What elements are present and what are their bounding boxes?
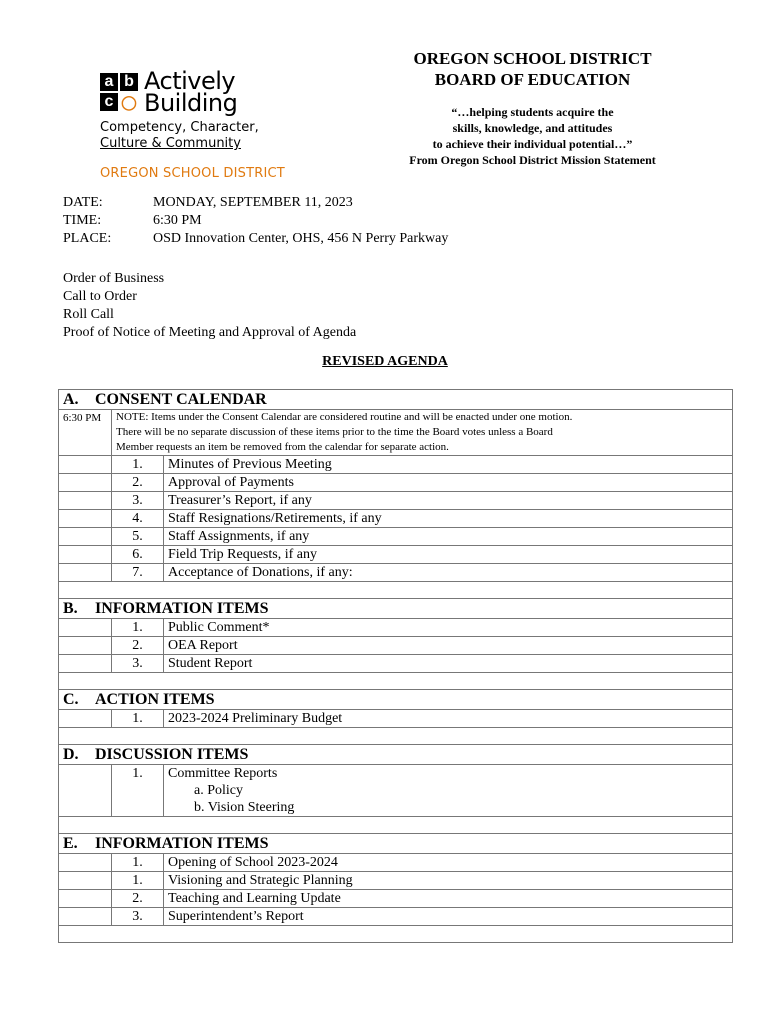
logo-block-c: c	[100, 93, 118, 111]
spacer-row	[59, 926, 733, 943]
agenda-item	[59, 854, 733, 872]
item-text: Treasurer’s Report, if any	[164, 492, 733, 510]
spacer-row	[59, 817, 733, 834]
quote-source: From Oregon School District Mission Statement	[409, 153, 656, 167]
agenda-item	[59, 528, 733, 546]
item-number: 1.	[112, 854, 164, 872]
agenda-item	[59, 655, 733, 673]
time-label: TIME:	[63, 213, 102, 228]
agenda-item	[59, 564, 733, 582]
item-text: Staff Assignments, if any	[164, 528, 733, 546]
item-text: Field Trip Requests, if any	[164, 546, 733, 564]
agenda-item	[59, 637, 733, 655]
agenda-item	[59, 546, 733, 564]
section-title: DISCUSSION ITEMS	[95, 746, 249, 763]
mission-quote	[355, 104, 710, 168]
date-label: DATE:	[63, 195, 103, 210]
note-line: Member requests an item be removed from the calendar for separate action.	[116, 441, 449, 453]
item-number: 1.	[112, 456, 164, 474]
item-number: 7.	[112, 564, 164, 582]
spacer-row	[59, 673, 733, 690]
item-number: 1.	[112, 710, 164, 728]
item-text: Committee Reports	[168, 766, 278, 781]
section-letter: D.	[63, 746, 79, 763]
order-item: Proof of Notice of Meeting and Approval of Agenda	[63, 325, 357, 340]
agenda-header	[355, 48, 710, 168]
place-value: OSD Innovation Center, OHS, 456 N Perry Parkway	[153, 231, 449, 246]
item-number: 2.	[112, 474, 164, 492]
agenda-item	[59, 872, 733, 890]
item-text: Superintendent’s Report	[164, 908, 733, 926]
agenda-item	[59, 710, 733, 728]
order-item: Roll Call	[63, 307, 114, 322]
abc-blocks	[100, 73, 138, 111]
item-number: 6.	[112, 546, 164, 564]
section-heading	[59, 599, 733, 619]
item-text: 2023-2024 Preliminary Budget	[164, 710, 733, 728]
header-title-1: OREGON SCHOOL DISTRICT	[413, 49, 652, 68]
section-heading	[59, 745, 733, 765]
section-heading	[59, 834, 733, 854]
date-value: MONDAY, SEPTEMBER 11, 2023	[153, 195, 353, 210]
consent-note	[112, 410, 733, 456]
agenda-item	[59, 510, 733, 528]
agenda-table	[58, 389, 733, 943]
quote-line: to achieve their individual potential…”	[432, 137, 633, 151]
logo-tagline-2: Culture & Community	[100, 136, 241, 151]
sub-item: b. Vision Steering	[194, 800, 295, 815]
section-letter: E.	[63, 835, 78, 852]
time-value: 6:30 PM	[153, 213, 202, 228]
header-title-2: BOARD OF EDUCATION	[434, 70, 631, 89]
item-number: 3.	[112, 908, 164, 926]
item-text: Visioning and Strategic Planning	[164, 872, 733, 890]
agenda-item	[59, 908, 733, 926]
item-text: Approval of Payments	[164, 474, 733, 492]
section-letter: C.	[63, 691, 79, 708]
spacer-row	[59, 728, 733, 745]
item-number: 3.	[112, 492, 164, 510]
quote-line: “…helping students acquire the	[451, 105, 614, 119]
apple-icon: ◯	[121, 94, 137, 110]
meeting-details	[63, 194, 448, 248]
item-number: 2.	[112, 890, 164, 908]
item-text: Opening of School 2023-2024	[164, 854, 733, 872]
logo-line-building: Building	[144, 89, 238, 117]
logo-block-a: a	[100, 73, 118, 91]
item-text: Student Report	[164, 655, 733, 673]
sub-item: a. Policy	[194, 783, 243, 798]
section-heading	[59, 690, 733, 710]
agenda-item	[59, 890, 733, 908]
agenda-item	[59, 456, 733, 474]
logo-block-b: b	[120, 73, 138, 91]
item-text: Public Comment*	[164, 619, 733, 637]
consent-note-row	[59, 410, 733, 456]
item-text: Acceptance of Donations, if any:	[164, 564, 733, 582]
logo-line-actively: Actively	[144, 67, 236, 95]
item-number: 3.	[112, 655, 164, 673]
item-number: 1.	[112, 872, 164, 890]
item-text-with-subitems	[164, 765, 733, 817]
order-item: Order of Business	[63, 271, 165, 286]
order-of-business	[63, 270, 356, 342]
agenda-item	[59, 619, 733, 637]
item-text: Teaching and Learning Update	[164, 890, 733, 908]
quote-line: skills, knowledge, and attitudes	[452, 121, 613, 135]
item-number: 1.	[112, 619, 164, 637]
note-line: NOTE: Items under the Consent Calendar are considered routine and will be enacted under one motion.	[116, 411, 573, 423]
spacer-row	[59, 582, 733, 599]
agenda-item	[59, 492, 733, 510]
logo-district-name: OREGON SCHOOL DISTRICT	[100, 166, 285, 181]
section-time: 6:30 PM	[59, 410, 112, 456]
section-title: INFORMATION ITEMS	[95, 835, 269, 852]
agenda-item	[59, 765, 733, 817]
item-text: Staff Resignations/Retirements, if any	[164, 510, 733, 528]
note-line: There will be no separate discussion of these items prior to the time the Board votes unless a Board	[116, 426, 553, 438]
agenda-item	[59, 474, 733, 492]
section-heading	[59, 390, 733, 410]
section-title: CONSENT CALENDAR	[95, 391, 267, 408]
section-title: INFORMATION ITEMS	[95, 600, 269, 617]
order-item: Call to Order	[63, 289, 137, 304]
district-logo	[100, 67, 300, 181]
item-text: OEA Report	[164, 637, 733, 655]
place-label: PLACE:	[63, 231, 112, 246]
item-number: 2.	[112, 637, 164, 655]
revised-agenda-title: REVISED AGENDA	[322, 354, 448, 369]
section-letter: A.	[63, 391, 79, 408]
section-letter: B.	[63, 600, 78, 617]
item-number: 5.	[112, 528, 164, 546]
item-text: Minutes of Previous Meeting	[164, 456, 733, 474]
item-number: 4.	[112, 510, 164, 528]
logo-tagline-1: Competency, Character,	[100, 120, 259, 135]
item-number: 1.	[112, 765, 164, 817]
section-title: ACTION ITEMS	[95, 691, 215, 708]
